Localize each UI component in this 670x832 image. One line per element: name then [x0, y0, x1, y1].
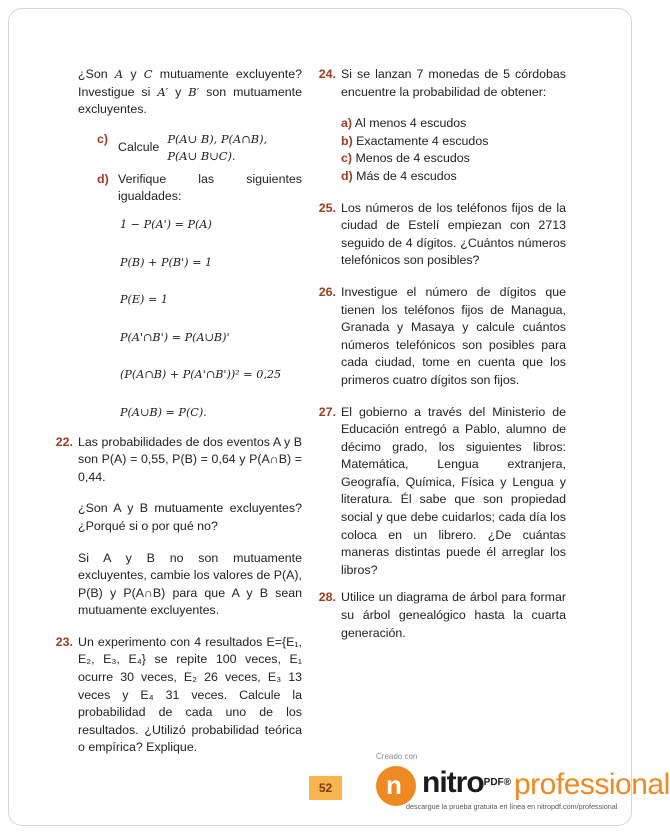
question-22-p2: ¿Son A y B mutuamente excluyentes? ¿Porqué si o por qué no? — [78, 501, 302, 533]
question-24-number: 24. — [318, 67, 336, 81]
option-c: c) Menos de 4 escudos — [341, 151, 470, 166]
equation-4: P(A'∩B') = P(A∪B)' — [120, 330, 230, 344]
equation-5: (P(A∩B) + P(A'∩B'))² = 0,25 — [120, 368, 282, 382]
option-b: b) Exactamente 4 escudos — [341, 133, 489, 148]
left-column — [55, 66, 302, 757]
question-26-text: Investigue el número de dígitos que tienen los teléfonos fijos de Managua, Granada y Masaya y calcule cuántos números telefónicos son posibles para cada ciudad, tome en cuenta que los primeros cuatro dígitos son fijos. — [341, 284, 566, 387]
watermark-brand: nitro$^{PDF®}$ — [422, 766, 512, 799]
nitro-logo-icon: n — [376, 766, 416, 806]
question-24 — [318, 66, 566, 186]
question-22 — [55, 434, 302, 620]
question-27 — [318, 404, 566, 580]
nitro-watermark[interactable] — [376, 752, 670, 824]
question-22-number: 22. — [55, 434, 73, 449]
question-24-options — [341, 115, 566, 185]
question-25 — [318, 200, 566, 270]
question-22-p1: Las probabilidades de dos eventos A y B son P(A) = 0,55, P(B) = 0,64 y P(A∩B) = 0,44. — [78, 434, 302, 484]
watermark-download-link[interactable]: descargue la prueba gratuita en línea en nitropdf.com/professional — [406, 802, 618, 811]
equation-6: P(A∪B) = P(C). — [120, 405, 207, 419]
question-28-number: 28. — [318, 590, 336, 605]
question-23-number: 23. — [55, 634, 73, 649]
item-d — [78, 171, 302, 206]
item-c — [78, 131, 302, 165]
question-24-text: Si se lanzan 7 monedas de 5 córdobas encuentre la probabilidad de obtener: — [341, 67, 566, 99]
right-column — [318, 66, 566, 642]
question-28 — [318, 589, 566, 642]
item-c-formula: P(A∪ B), P(A∩B), P(A∪ B∪C). — [167, 131, 268, 163]
question-23 — [55, 634, 302, 757]
question-27-text: El gobierno a través del Ministerio de Educación entregó a Pablo, alumno de décimo grado, los siguientes libros: Matemática, Lengua extranjera, Geografía, Química, Física y Lengua y literatura. Él sabe que son propiedad social y que debe cuidarlos; cada día los coloca en un librero. ¿De cuántas maneras distintas puede él arreglar los libros? — [341, 404, 566, 577]
question-25-number: 25. — [318, 200, 336, 215]
question-23-text: Un experimento con 4 resultados E={E₁, E₂, E₃, E₄} se repite 100 veces, E₁ ocurre 30 veces, E₂ 26 veces, E₃ 13 veces y E₄ 31 veces. Calcule la probabilidad de cada uno de los resultados. ¿Utilizó probabilidad teórica o empírica? Explique. — [78, 634, 302, 755]
item-c-label: Calcule — [118, 139, 160, 154]
option-d: d) Más de 4 escudos — [341, 168, 457, 183]
question-26-number: 26. — [318, 284, 336, 299]
question-27-number: 27. — [318, 404, 336, 419]
equation-2: P(B) + P(B') = 1 — [120, 255, 213, 269]
item-d-text: Verifique las siguientes igualdades: — [118, 171, 302, 204]
page-number: 52 — [309, 776, 342, 800]
item-d-letter: d) — [97, 171, 109, 186]
question-25-text: Los números de los teléfonos fijos de la ciudad de Estelí empiezan con 2713 seguido de 4 dígitos. ¿Cuántos números telefónicos son posibles? — [341, 200, 566, 268]
watermark-product: professional — [514, 768, 670, 801]
question-28-text: Utilice un diagrama de árbol para formar su árbol genealógico hasta la cuarta generación. — [341, 590, 566, 640]
equation-3: P(E) = 1 — [120, 293, 169, 307]
item-c-letter: c) — [97, 131, 109, 146]
watermark-creado: Creado con — [376, 752, 418, 761]
question-26 — [318, 284, 566, 390]
intro-paragraph: ¿Son A y C mutuamente excluyente? Investigue si A′ y B′ son mutuamente excluyentes. — [78, 67, 302, 117]
equation-1: 1 − P(A') = P(A) — [120, 217, 212, 231]
question-22-p3: Si A y B no son mutuamente excluyentes, cambie los valores de P(A), P(B) y P(A∩B) para que A y B sean mutuamente excluyentes. — [78, 550, 302, 618]
option-a: a) Al menos 4 escudos — [341, 116, 467, 131]
